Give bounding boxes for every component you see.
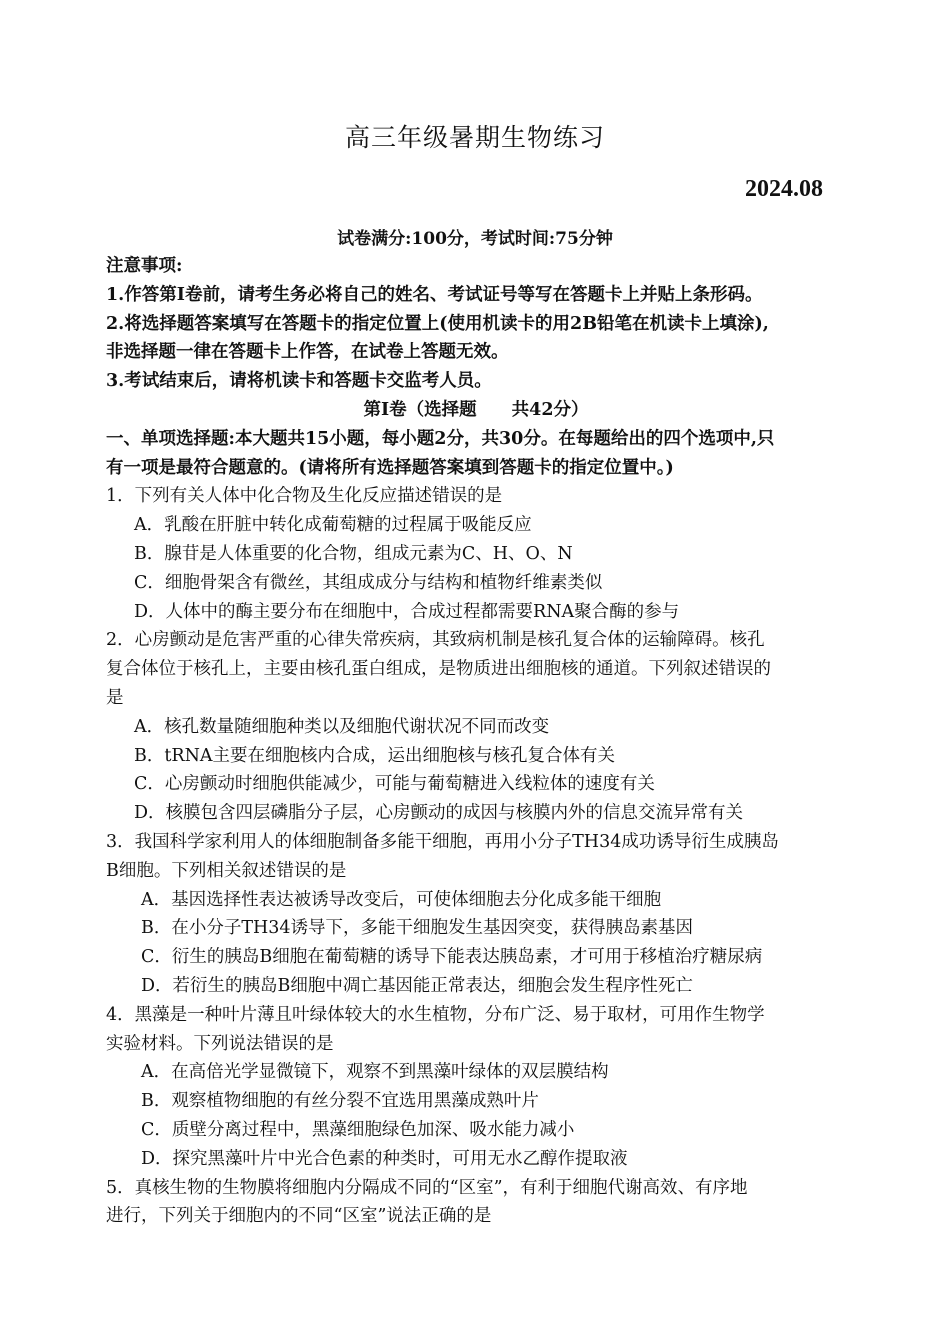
notice-item: 非选择题一律在答题卡上作答，在试卷上答题无效。 [106, 342, 509, 363]
notice-heading: 注意事项: [106, 256, 183, 276]
page-title: 高三年级暑期生物练习 [344, 123, 605, 152]
notice-item: 2.将选择题答案填写在答题卡的指定位置上(使用机读卡的用2B铅笔在机读卡上填涂), [106, 313, 769, 334]
exam-date: 2024.08 [745, 176, 823, 202]
question-option: A．在高倍光学显微镜下，观察不到黑藻叶绿体的双层膜结构 [141, 1062, 609, 1083]
question-option: B．腺苷是人体重要的化合物，组成元素为C、H、O、N [134, 543, 573, 564]
question-stem: 2．心房颤动是危害严重的心律失常疾病，其致病机制是核孔复合体的运输障碍。核孔 [106, 630, 765, 651]
notice-item: 1.作答第Ⅰ卷前，请考生务必将自己的姓名、考试证号等写在答题卡上并贴上条形码。 [106, 284, 763, 305]
question-stem: 5．真核生物的生物膜将细胞内分隔成不同的“区室”，有利于细胞代谢高效、有序地 [106, 1177, 748, 1198]
question-stem: 1．下列有关人体中化合物及生化反应描述错误的是 [106, 486, 503, 507]
question-stem: 4．黑藻是一种叶片薄且叶绿体较大的水生植物，分布广泛、易于取材，可用作生物学 [106, 1004, 765, 1025]
notice-item: 3.考试结束后，请将机读卡和答题卡交监考人员。 [106, 371, 492, 392]
question-option: A．基因选择性表达被诱导改变后，可使体细胞去分化成多能干细胞 [141, 889, 662, 910]
question-option: C．心房颤动时细胞供能减少，可能与葡萄糖进入线粒体的速度有关 [134, 774, 655, 795]
section-instructions: 有一项是最符合题意的。(请将所有选择题答案填到答题卡的指定位置中。) [106, 457, 674, 478]
section-instructions: 一、单项选择题:本大题共15小题，每小题2分，共30分。在每题给出的四个选项中,只 [106, 428, 775, 449]
question-stem: 3．我国科学家利用人的体细胞制备多能干细胞，再用小分子TH34成功诱导衍生成胰岛 [106, 831, 779, 852]
question-option: B．观察植物细胞的有丝分裂不宜选用黑藻成熟叶片 [141, 1091, 539, 1112]
question-option: C．衍生的胰岛B细胞在葡萄糖的诱导下能表达胰岛素，才可用于移植治疗糖尿病 [141, 947, 763, 968]
question-option: C．质壁分离过程中，黑藻细胞绿色加深、吸水能力减小 [141, 1119, 575, 1140]
question-stem: 进行，下列关于细胞内的不同“区室”说法正确的是 [106, 1206, 492, 1227]
question-option: D．若衍生的胰岛B细胞中凋亡基因能正常表达，细胞会发生程序性死亡 [141, 975, 693, 996]
question-stem: B细胞。下列相关叙述错误的是 [106, 860, 347, 881]
question-stem: 是 [106, 687, 124, 708]
section-title: 第Ⅰ卷（选择题 共42分） [363, 399, 589, 420]
question-option: A．核孔数量随细胞种类以及细胞代谢状况不同而改变 [134, 716, 550, 737]
question-option: C．细胞骨架含有微丝，其组成成分与结构和植物纤维素类似 [134, 572, 603, 593]
question-stem: 实验材料。下列说法错误的是 [106, 1033, 334, 1054]
question-option: A．乳酸在肝脏中转化成葡萄糖的过程属于吸能反应 [134, 515, 532, 536]
score-info: 试卷满分:100分，考试时间:75分钟 [337, 229, 613, 249]
question-option: D．核膜包含四层磷脂分子层，心房颤动的成因与核膜内外的信息交流异常有关 [134, 803, 744, 824]
question-stem: 复合体位于核孔上，主要由核孔蛋白组成，是物质进出细胞核的通道。下列叙述错误的 [106, 659, 771, 680]
question-option: B．tRNA主要在细胞核内合成，运出细胞核与核孔复合体有关 [134, 745, 616, 766]
question-option: D．人体中的酶主要分布在细胞中，合成过程都需要RNA聚合酶的参与 [134, 601, 680, 622]
question-option: D．探究黑藻叶片中光合色素的种类时，可用无水乙醇作提取液 [141, 1148, 628, 1169]
exam-body [106, 252, 846, 1231]
question-option: B．在小分子TH34诱导下，多能干细胞发生基因突变，获得胰岛素基因 [141, 918, 694, 939]
